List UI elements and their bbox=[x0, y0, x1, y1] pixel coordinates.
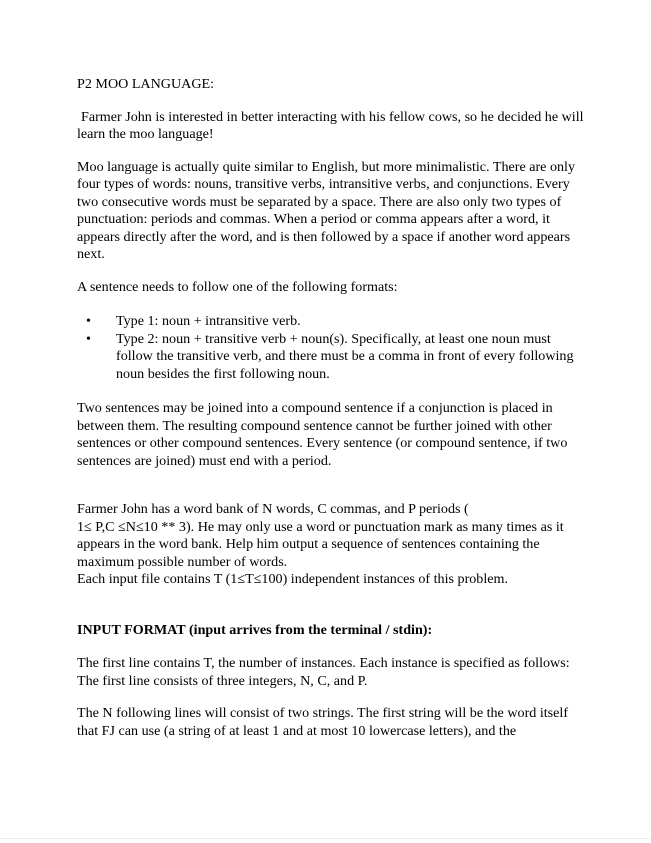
input-first-line: The first line contains T, the number of instances. Each instance is specified as follows: bbox=[77, 655, 570, 671]
problem-title: P2 MOO LANGUAGE: bbox=[77, 76, 215, 92]
bullet-icon: • bbox=[86, 330, 91, 347]
bullet-icon: • bbox=[86, 313, 91, 329]
words-paragraph: Moo language is actually quite similar to English, but more minimalistic. There are only four types of words: nouns, transitive verbs, intransitive verbs, and conjunctions. Every two consecutive words must be separated by a space. There are also only two types of punctuation: periods and commas. When a period or comma appears after a word, it appears directly after the word, and is then followed by a space if another word appears next. bbox=[77, 158, 576, 262]
word-bank-line: Farmer John has a word bank of N words, C commas, and P periods ( bbox=[77, 501, 469, 517]
list-item-text: Type 2: noun + transitive verb + noun(s). Specifically, at least one noun must follow the transitive verb, and there must be a comma in front of every following noun besides the first following noun. bbox=[116, 330, 574, 382]
formats-paragraph: A sentence needs to follow one of the following formats: bbox=[77, 278, 398, 295]
input-format-heading: INPUT FORMAT (input arrives from the terminal / stdin): bbox=[77, 621, 433, 638]
input-format-paragraph bbox=[77, 655, 587, 690]
word-bank-paragraph bbox=[77, 501, 587, 589]
page-divider bbox=[0, 838, 651, 839]
input-second-line: The first line consists of three integers, N, C, and P. bbox=[77, 672, 368, 689]
intro-paragraph: Farmer John is interested in better interacting with his fellow cows, so he decided he will learn the moo language! bbox=[77, 108, 584, 142]
word-lines-paragraph: The N following lines will consist of two strings. The first string will be the word itself that FJ can use (a string of at least 1 and at most 10 lowercase letters), and the bbox=[77, 705, 569, 739]
format-list bbox=[77, 313, 587, 383]
list-item bbox=[77, 331, 587, 384]
compound-paragraph: Two sentences may be joined into a compound sentence if a conjunction is placed in between them. The resulting compound sentence cannot be further joined with other sentences or other compound sentences. Every sentence (or compound sentence, if two sentences are joined) must end with a period. bbox=[77, 400, 568, 469]
list-item bbox=[77, 313, 587, 331]
instances-line: Each input file contains T (1≤T≤100) independent instances of this problem. bbox=[77, 571, 509, 587]
document-body bbox=[77, 76, 587, 755]
list-item-text: Type 1: noun + intransitive verb. bbox=[116, 313, 301, 329]
word-bank-constraints: 1≤ P,C ≤N≤10 ** 3). He may only use a word or punctuation mark as many times as it appears in the word bank. Help him output a sequence of sentences containing the maximum possible number of words. bbox=[77, 518, 564, 570]
